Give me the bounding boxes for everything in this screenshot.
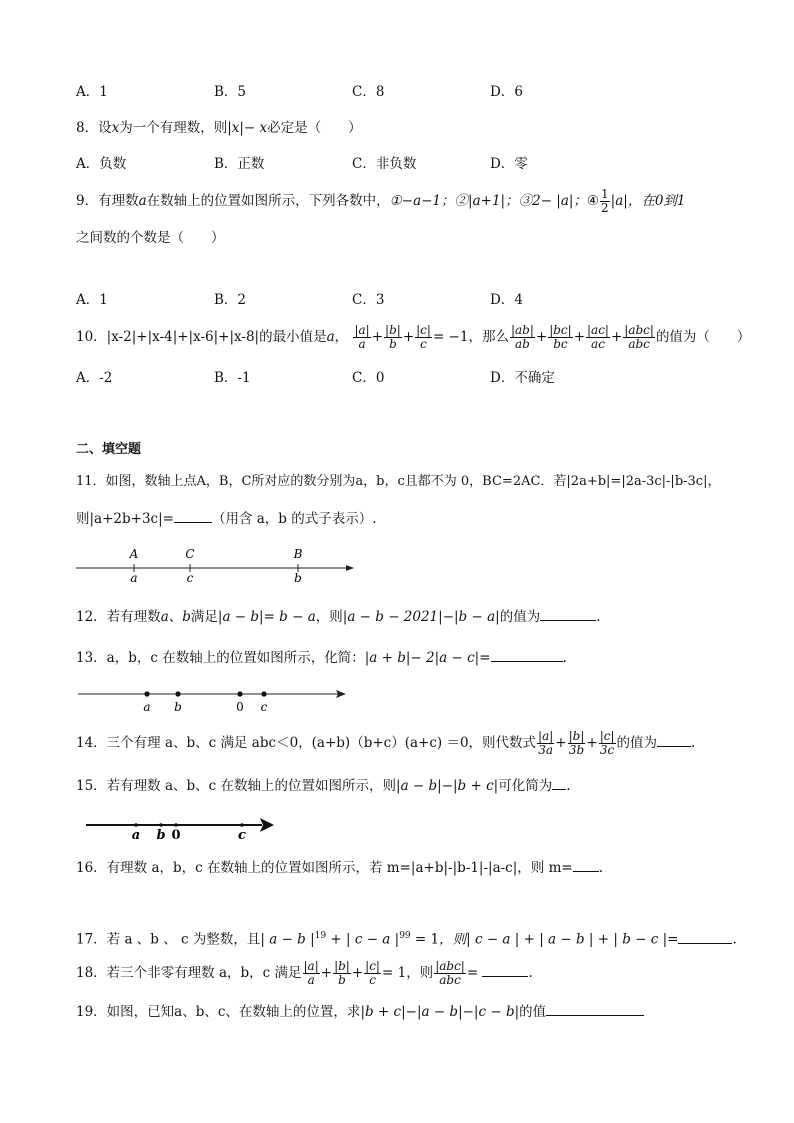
question-11: 11．如图，数轴上点A，B，C所对应的数分别为a，b，c且都不为 0，BC=2AC．若|2a+b|=|2a-3c|-|b-3c|， xyxy=(76,474,721,489)
q15-number-line xyxy=(84,812,280,842)
value-label-b: b xyxy=(294,571,302,584)
q7-option-c: C．8 xyxy=(352,84,385,100)
value-label-a: a xyxy=(130,571,138,584)
axis-label-b: b xyxy=(174,700,182,714)
q9-fraction-half: $\frac{1}{2}$ xyxy=(601,187,609,215)
axis-label-zero: 0 xyxy=(236,700,244,714)
q8-option-a: A．负数 xyxy=(76,156,127,172)
answer-blank xyxy=(552,777,566,790)
question-13: 13．a，b，c 在数轴上的位置如图所示，化简：|a + b|− 2|a − c|= . xyxy=(76,650,567,666)
question-15: 15．若有理数 a、b、c 在数轴上的位置如图所示，则|a − b|−|b + c|可化简为 . xyxy=(76,778,571,794)
answer-blank xyxy=(491,649,563,662)
answer-blank xyxy=(174,510,212,523)
q7-option-b: B．5 xyxy=(214,84,247,100)
point-label-c: C xyxy=(185,547,195,561)
q9-option-b: B．2 xyxy=(214,292,247,308)
q9-option-d: D．4 xyxy=(490,292,523,308)
axis-label-c: c xyxy=(260,700,268,714)
q7-option-a: A．1 xyxy=(76,84,108,100)
q9-option-c: C．3 xyxy=(352,292,385,308)
axis-label-a: a xyxy=(143,700,151,714)
q10-option-a: A．-2 xyxy=(76,370,113,386)
question-9: 9．有理数a在数轴上的位置如图所示，下列各数中，①−a−1；②|a+1|；③2− |a|；④ $\frac{1}{2}$ |a|，在0到1 xyxy=(76,187,686,215)
q7-option-d: D．6 xyxy=(490,84,523,100)
section-heading: 二、填空题 xyxy=(76,442,142,457)
question-18: 18．若三个非零有理数 a，b，c 满足 $\frac{|a|}{a}$ + $\frac{|b|}{b}$ + $\frac{|c|}{c}$ = 1，则 $\frac{\text{|abc|}}{\text{abc}}$ = . xyxy=(76,959,533,987)
answer-blank xyxy=(573,859,599,872)
point-label-a: A xyxy=(129,547,139,561)
axis-label-b: b xyxy=(156,828,166,842)
q10-option-c: C．0 xyxy=(352,370,385,386)
question-16: 16．有理数 a，b，c 在数轴上的位置如图所示，若 m=|a+b|-|b-1|-|a-c|，则 m= . xyxy=(76,860,603,876)
answer-blank xyxy=(678,931,732,944)
q8-option-d: D．零 xyxy=(490,156,528,172)
q10-option-b: B．-1 xyxy=(214,370,251,386)
answer-blank xyxy=(540,608,596,621)
q9-option-a: A．1 xyxy=(76,292,108,308)
axis-label-a: a xyxy=(131,828,141,842)
question-19: 19．如图，已知a、b、c、在数轴上的位置，求|b + c|−|a − b|−|c − b|的值 xyxy=(76,1002,644,1022)
q8-option-c: C．非负数 xyxy=(352,156,417,172)
q11-number-line xyxy=(70,542,362,584)
axis-label-c: c xyxy=(238,828,246,842)
question-11-line-2: 则|a+2b+3c|= （用含 a，b 的式子表示）. xyxy=(76,511,377,527)
question-8: 8．设x为一个有理数，则|x|− x必定是（ ） xyxy=(76,120,362,136)
answer-blank xyxy=(482,964,528,977)
answer-blank xyxy=(546,1003,644,1016)
answer-blank xyxy=(657,734,691,747)
q13-number-line xyxy=(74,680,354,716)
value-label-c: c xyxy=(186,571,194,584)
axis-label-zero: 0 xyxy=(171,828,181,842)
q10-option-d: D．不确定 xyxy=(490,370,555,386)
question-17: 17．若 a 、b 、 c 为整数，且| a − b $|^{19}$ + | c − a $|^{99} = 1$，则| c − a | + | a − b | + | b − c |= . xyxy=(76,931,737,948)
question-14: 14．三个有理 a、b、c 满足 abc＜0，(a+b)（b+c）(a+c) ＝0，则代数式 $\frac{|a|}{3a}$ + $\frac{|b|}{3b}$ + $\frac{|c|}{3c}$ 的值为 . xyxy=(76,729,696,757)
q8-expression: |x|− x xyxy=(227,120,268,136)
question-9-line-2: 之间数的个数是（ ） xyxy=(76,230,225,246)
question-12: 12．若有理数a、b满足|a − b|= b − a，则|a − b − 2021|−|b − a|的值为 . xyxy=(76,609,601,625)
question-10: 10．|x-2|+|x-4|+|x-6|+|x-8|的最小值是a， $\frac{|a|}{a}$ + $\frac{|b|}{b}$ + $\frac{|c|}{c}$ = −1，那么 $\frac{|ab|}{ab}$ + $\frac{|bc|}{bc}$ + $\frac{|ac|}{ac}$ + $\frac{\text{|abc|}}{\text{abc}}$ 的值为（ ） xyxy=(76,323,751,351)
q8-option-b: B．正数 xyxy=(214,156,265,172)
point-label-b: B xyxy=(293,547,303,561)
